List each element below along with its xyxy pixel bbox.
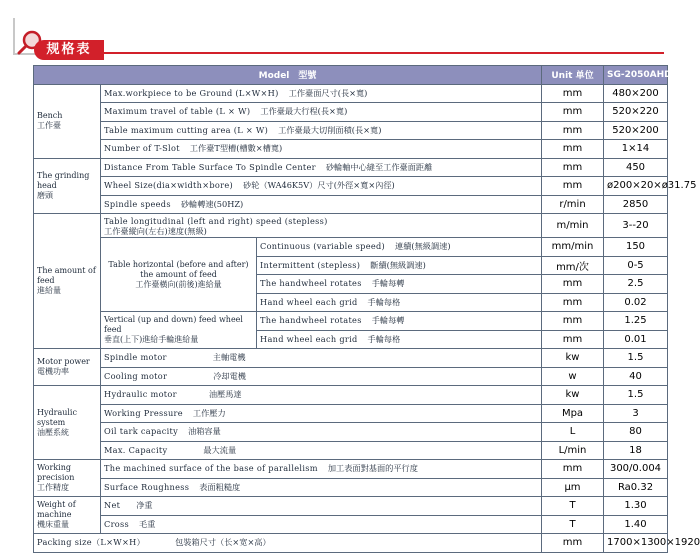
value-cell: 1700×1300×1920 [604,534,668,553]
value-cell: 1.40 [604,515,668,534]
unit-cell: mm [542,177,604,196]
unit-cell: mm [542,312,604,331]
value-cell: 0-5 [604,256,668,275]
spec-label: Hydraulic motor 油壓馬達 [101,386,542,405]
value-cell: 0.01 [604,330,668,349]
table-row [34,423,668,442]
spec-label: Hand wheel each grid 手輪每格 [257,293,542,312]
value-cell: 0.02 [604,293,668,312]
unit-cell: m/min [542,214,604,238]
table-row [34,84,668,103]
spec-label: The handwheel rotates 手輪每轉 [257,275,542,294]
table-row [34,386,668,405]
spec-table [33,65,700,553]
unit-cell: mm/次 [542,256,604,275]
unit-cell: kw [542,349,604,368]
table-row [34,534,668,553]
value-cell: 2850 [604,195,668,214]
value-cell: 450 [604,158,668,177]
group-feed: The amount of feed 進給量 [34,214,101,349]
value-cell: 18 [604,441,668,460]
spec-label: Working Pressure 工作壓力 [101,404,542,423]
table-row [34,497,668,516]
group-motor-power: Motor power 電機功率 [34,349,101,386]
spec-label: Number of T-Slot 工作臺T型槽(槽數×槽寬) [101,140,542,159]
value-cell: 1×14 [604,140,668,159]
table-row [34,158,668,177]
header [0,0,700,62]
table-row [34,177,668,196]
table-row [34,121,668,140]
unit-cell: mm [542,293,604,312]
unit-cell: μm [542,478,604,497]
unit-cell: mm [542,460,604,479]
spec-label: Max. Capacity 最大流量 [101,441,542,460]
unit-cell: T [542,515,604,534]
spec-label: Hand wheel each grid 手輪每格 [257,330,542,349]
table-row [34,515,668,534]
value-cell: 300/0.004 [604,460,668,479]
spec-label: Surface Roughness 表面粗糙度 [101,478,542,497]
spec-label: Max.workpiece to be Ground (L×W×H) 工作臺面尺寸(長×寬) [101,84,542,103]
unit-cell: Mpa [542,404,604,423]
spec-label: Continuous (variable speed) 連續(無級調速) [257,238,542,257]
unit-cell: w [542,367,604,386]
table-row [34,441,668,460]
unit-cell: mm [542,275,604,294]
unit-cell: L [542,423,604,442]
value-cell: Ra0.32 [604,478,668,497]
unit-cell: r/min [542,195,604,214]
group-bench: Bench 工作臺 [34,84,101,158]
table-row [34,367,668,386]
table-row [34,214,668,238]
value-cell: 1.5 [604,349,668,368]
unit-cell: mm [542,121,604,140]
value-cell: 520×200 [604,121,668,140]
table-row [34,140,668,159]
unit-cell: mm [542,103,604,122]
table-row [34,478,668,497]
value-cell: 80 [604,423,668,442]
model-value-header: SG-2050AHD [604,66,668,85]
value-cell: ø200×20×ø31.75 [604,177,668,196]
spec-label: Cooling motor 冷却電機 [101,367,542,386]
spec-label: Intermittent (stepless) 斷續(無級調速) [257,256,542,275]
group-working-precision: Working precision 工作精度 [34,460,101,497]
horizontal-feed-label: Table horizontal (before and after) the amount of feed 工作臺橫向(前後)進給量 [101,238,257,312]
spec-label: Table maximum cutting area (L × W) 工作臺最大切削面積(長×寬) [101,121,542,140]
group-grinding-head: The grinding head 磨頭 [34,158,101,214]
table-row [34,460,668,479]
unit-cell: mm [542,534,604,553]
table-row [34,103,668,122]
spec-label: Cross 毛重 [101,515,542,534]
table-row [34,195,668,214]
value-cell: 1.25 [604,312,668,331]
spec-label: Table longitudinal (left and right) speed (stepless) 工作臺縱向(左右)速度(無級) [101,214,542,238]
spec-label: Oil tark capacity 油箱容量 [101,423,542,442]
table-row [34,238,668,257]
value-cell: 3 [604,404,668,423]
vertical-feed-label: Vertical (up and down) feed wheel feed 垂直(上下)進給手輪進給量 [101,312,257,349]
value-cell: 1.5 [604,386,668,405]
spec-label: Packing size（L×W×H） 包裝箱尺寸（长×宽×高） [34,534,542,553]
spec-badge: 规格表 [34,40,104,60]
spec-label: Maximum travel of table (L × W) 工作臺最大行程(長×寬) [101,103,542,122]
unit-cell: mm [542,158,604,177]
spec-label: Net 净重 [101,497,542,516]
unit-cell: mm [542,140,604,159]
unit-cell: kw [542,386,604,405]
value-cell: 3--20 [604,214,668,238]
table-row [34,404,668,423]
unit-cell: T [542,497,604,516]
unit-cell: mm/min [542,238,604,257]
spec-label: The machined surface of the base of parallelism 加工表面對基面的平行度 [101,460,542,479]
unit-header: Unit 单位 [542,66,604,85]
unit-cell: L/min [542,441,604,460]
value-cell: 480×200 [604,84,668,103]
value-cell: 2.5 [604,275,668,294]
table-row [34,312,668,331]
group-hydraulic-system: Hydraulic system 油壓系統 [34,386,101,460]
spec-label: The handwheel rotates 手輪每轉 [257,312,542,331]
spec-label: Distance From Table Surface To Spindle Center 砂輪軸中心縫至工作臺面距離 [101,158,542,177]
spec-label: Spindle speeds 砂輪轉速(50HZ) [101,195,542,214]
divider [104,52,664,54]
spec-label: Spindle motor 主軸電機 [101,349,542,368]
model-header: Model 型號 [34,66,542,85]
value-cell: 520×220 [604,103,668,122]
unit-cell: mm [542,330,604,349]
unit-cell: mm [542,84,604,103]
value-cell: 40 [604,367,668,386]
value-cell: 150 [604,238,668,257]
spec-label: Wheel Size(dia×width×bore) 砂轮（WA46K5V）尺寸(外徑×寬×內徑) [101,177,542,196]
group-weight: Weight of machine 機床重量 [34,497,101,534]
value-cell: 1.30 [604,497,668,516]
table-row [34,349,668,368]
